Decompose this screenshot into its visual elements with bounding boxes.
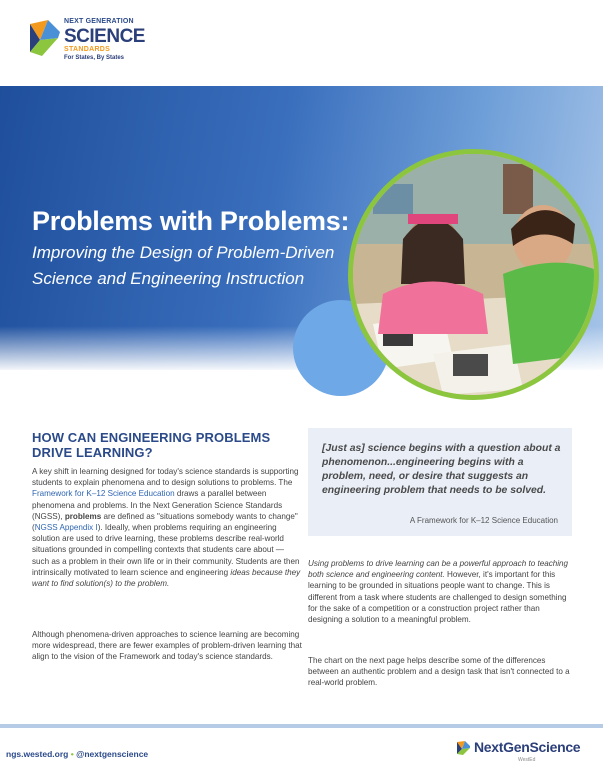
logo-line-3: STANDARDS bbox=[64, 46, 111, 53]
footer-separator: • bbox=[70, 749, 74, 759]
ngss-logo-icon bbox=[28, 18, 62, 58]
nextgenscience-logo-icon bbox=[456, 740, 472, 756]
nextgenscience-wordmark: NextGenScience bbox=[474, 739, 581, 755]
footer-links bbox=[6, 749, 148, 759]
intro-paragraph bbox=[32, 466, 302, 589]
logo-tagline: For States, By States bbox=[64, 55, 125, 61]
logo-line-2: SCIENCE bbox=[64, 26, 145, 47]
intro-bold-problems: problems bbox=[64, 511, 102, 521]
quote-source: A Framework for K–12 Science Education bbox=[409, 516, 558, 525]
pull-quote bbox=[308, 428, 572, 536]
intro-text-d: ). Ideally, when problems requiring an engineering solution are used to drive learning, these problems describe real-world situations grounded in compelling contexts that students care about — such as a problem in their own life or in their community. Students are then intrinsically motivated to learn science and engineering bbox=[32, 523, 300, 577]
logo-line-1: NEXT GENERATION bbox=[64, 18, 134, 25]
phenomena-paragraph: Although phenomena-driven approaches to science learning are becoming more widespread, there are fewer examples of problem-driven learning that align to the vision of the Framework and today's science standards. bbox=[32, 630, 302, 662]
classroom-photo-illustration bbox=[353, 154, 594, 395]
ngss-appendix-link[interactable]: NGSS Appendix I bbox=[34, 523, 98, 533]
problems-text-italic: Using problems to drive learning can be a powerful approach to teaching both science and engineering content. bbox=[308, 559, 569, 580]
classroom-photo bbox=[348, 149, 599, 400]
problems-text-rest: However, it's important for this learning to be grounded in situations people want to change. This is different from a task where students are challenged to design something for the sake of a competition or a construction project rather than designing a solution to a meaningful problem. bbox=[308, 570, 567, 625]
footer-url-link[interactable]: ngs.wested.org bbox=[6, 749, 69, 759]
footer-handle-link[interactable]: @nextgenscience bbox=[76, 749, 149, 759]
wested-wordmark: WestEd bbox=[518, 757, 536, 763]
page-subtitle: Improving the Design of Problem-Driven Science and Engineering Instruction bbox=[32, 243, 335, 288]
intro-text-a: A key shift in learning designed for today's science standards is supporting students to explain phenomena and to design solutions to problems. The bbox=[32, 467, 299, 488]
page-title: Problems with Problems: bbox=[32, 206, 350, 236]
quote-text: [Just as] science begins with a question about a phenomenon...engineering begins with a problem, need, or desire that suggests an engineering problem that needs to be solved. bbox=[322, 443, 561, 496]
framework-link[interactable]: Framework for K–12 Science Education bbox=[32, 489, 175, 499]
intro-text-c: are defined as "situations somebody wants to change" ( bbox=[32, 511, 298, 533]
chart-paragraph: The chart on the next page helps describe some of the differences between an authentic problem and a design task that isn't connected to a real-world problem. bbox=[308, 656, 570, 688]
footer-rule bbox=[0, 724, 603, 728]
problems-paragraph bbox=[308, 558, 574, 625]
section-heading: HOW CAN ENGINEERING PROBLEMS DRIVE LEARNING? bbox=[32, 430, 271, 460]
intro-text-b: draws a parallel between phenomena and problems. In the Next Generation Science Standards (NGSS), bbox=[32, 489, 283, 521]
intro-text-italic: ideas because they want to find solution(s) to the problem. bbox=[32, 567, 301, 589]
ngss-logo bbox=[28, 18, 158, 68]
nextgenscience-logo bbox=[456, 738, 596, 768]
